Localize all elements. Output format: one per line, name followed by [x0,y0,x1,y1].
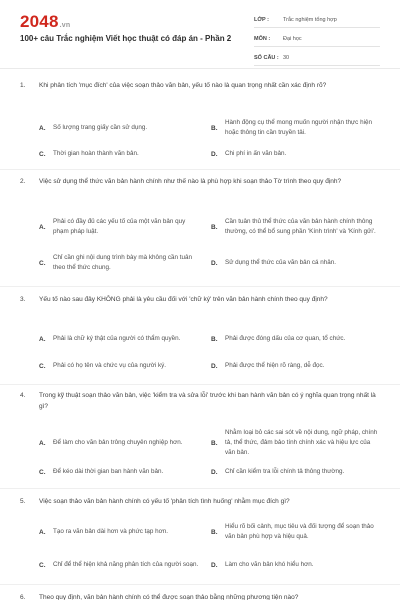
option-letter: C. [39,561,46,569]
meta-subject [254,32,380,47]
option-text: Hiểu rõ bối cảnh, mục tiêu và đối tượng để soạn thảo văn bản phù hợp và hiệu quả. [225,523,374,540]
question-number: 3. [20,296,26,303]
option-letter: C. [39,259,46,267]
option-letter: B. [211,528,218,536]
option-d[interactable] [211,559,381,571]
question-text: Yếu tố nào sau đây KHÔNG phải là yêu cầu đối với 'chữ ký' trên văn bản hành chính theo quy định? [39,296,328,303]
option-text: Chỉ cần ghi nội dung trình bày mà không cần tuân theo thể thức chung. [53,254,192,271]
option-text: Cần tuân thủ thể thức của văn bản hành chính thông thường, có thể bổ sung phần 'Kính trình' và 'Kính gửi'. [225,218,376,235]
option-d[interactable] [211,360,381,372]
option-b[interactable] [211,428,381,458]
site-logo[interactable] [20,12,70,32]
question-divider [0,169,400,170]
meta-value: 30 [283,55,290,61]
meta-value: Trắc nghiệm tổng hợp [283,17,337,23]
question-number: 2. [20,178,26,185]
question-divider [0,384,400,385]
header-divider [0,68,400,69]
option-letter: A. [39,223,46,231]
option-letter: A. [39,439,46,447]
meta-class [254,13,380,28]
document-title: 100+ câu Trắc nghiệm Viết học thuật có đáp án - Phần 2 [20,34,232,43]
option-text: Phải được thể hiện rõ ràng, dễ đọc. [225,362,325,369]
option-c[interactable] [39,466,199,478]
question-text: Theo quy định, văn bản hành chính có thể được soạn thảo bằng những phương tiện nào? [39,594,299,600]
option-b[interactable] [211,118,381,138]
option-d[interactable] [211,253,381,273]
meta-label: SỐ CÂU : [254,55,279,61]
question-text: Khi phân tích 'mục đích' của việc soạn thảo văn bản, yếu tố nào là quan trọng nhất cần xác định rõ? [39,82,327,89]
option-text: Hành động cụ thể mong muốn người nhận thực hiện hoặc thông tin cần truyền tải. [225,119,372,136]
document-meta [254,13,380,70]
question-text: Việc sử dụng thể thức văn bản hành chính như thế nào là phù hợp khi soạn thảo Tờ trình theo quy định? [39,178,342,185]
option-letter: B. [211,124,218,132]
meta-question-count [254,51,380,66]
meta-label: MÔN : [254,36,271,42]
option-text: Chỉ cần kiểm tra lỗi chính tả thông thường. [225,468,345,475]
option-letter: A. [39,528,46,536]
option-d[interactable] [211,466,381,478]
option-letter: B. [211,335,218,343]
option-letter: C. [39,150,46,158]
option-a[interactable] [39,212,199,242]
option-letter: C. [39,362,46,370]
option-text: Để làm cho văn bản trông chuyên nghiệp hơn. [53,439,183,446]
option-text: Số lượng trang giấy cần sử dụng. [53,124,148,131]
option-letter: A. [39,124,46,132]
option-b[interactable] [211,522,381,542]
option-letter: D. [211,561,218,569]
option-letter: A. [39,335,46,343]
option-text: Phải được đóng dấu của cơ quan, tổ chức. [225,335,346,342]
question-number: 5. [20,498,26,505]
option-c[interactable] [39,253,199,273]
page-header [0,0,400,70]
option-letter: D. [211,468,218,476]
meta-label: LỚP : [254,17,269,23]
question-divider [0,488,400,489]
option-text: Làm cho văn bản khó hiểu hơn. [225,561,314,568]
option-text: Chỉ để thể hiện khả năng phân tích của người soạn. [53,561,199,568]
logo-text: 2048 [20,12,59,31]
question-text: Việc soạn thảo văn bản hành chính có yếu tố 'phân tích tình huống' nhằm mục đích gì? [39,498,290,505]
option-text: Thời gian hoàn thành văn bản. [53,150,139,157]
option-a[interactable] [39,522,199,542]
option-a[interactable] [39,118,199,138]
option-text: Tạo ra văn bản dài hơn và phức tạp hơn. [53,528,169,535]
option-b[interactable] [211,212,381,242]
option-text: Chi phí in ấn văn bản. [225,150,287,157]
option-text: Phải là chữ ký thật của người có thẩm quyền. [53,335,181,342]
question-number: 4. [20,392,26,399]
question-divider [0,286,400,287]
option-letter: D. [211,150,218,158]
option-letter: B. [211,439,218,447]
option-c[interactable] [39,555,199,575]
option-c[interactable] [39,148,199,160]
option-letter: B. [211,223,218,231]
option-letter: D. [211,362,218,370]
option-a[interactable] [39,328,199,350]
meta-value: Đại học [283,36,302,42]
option-c[interactable] [39,360,199,372]
option-d[interactable] [211,148,381,160]
question-number: 6. [20,594,26,600]
option-b[interactable] [211,328,381,350]
question-divider [0,584,400,585]
option-text: Phải có đầy đủ các yếu tố của một văn bản quy phạm pháp luật. [53,218,186,235]
option-a[interactable] [39,428,199,458]
question-number: 1. [20,82,26,89]
question-text: Trong kỹ thuật soạn thảo văn bản, việc 'kiểm tra và sửa lỗi' trước khi ban hành văn bản có ý nghĩa quan trọng nhất là gì? [39,392,376,410]
option-text: Nhằm loại bỏ các sai sót về nội dung, ngữ pháp, chính tả, thể thức, đảm bảo tính chính xác và hiệu lực của văn bản. [225,429,378,456]
option-letter: C. [39,468,46,476]
logo-domain: .vn [59,22,71,29]
option-letter: D. [211,259,218,267]
option-text: Sử dụng thể thức của văn bản cá nhân. [225,259,337,266]
option-text: Để kéo dài thời gian ban hành văn bản. [53,468,164,475]
option-text: Phải có họ tên và chức vụ của người ký. [53,362,167,369]
